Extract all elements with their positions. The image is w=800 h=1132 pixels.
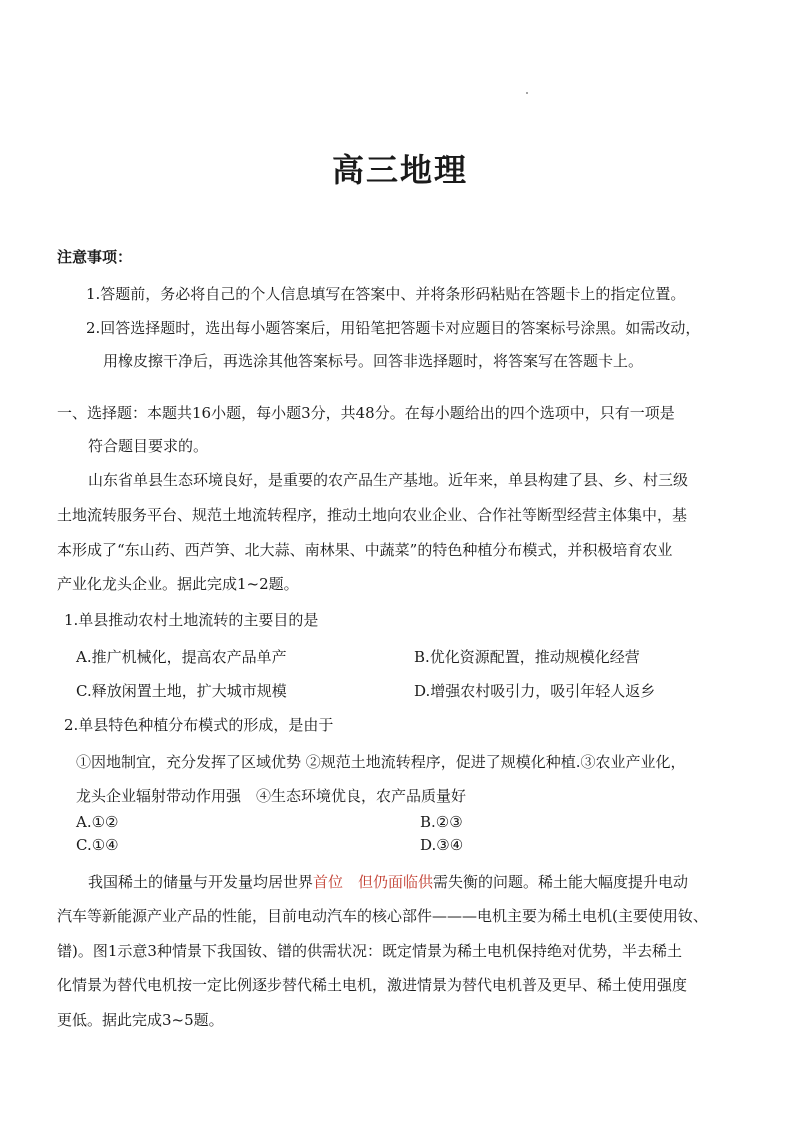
notice-item-1: 1.答题前，务必将自己的个人信息填写在答案中、并将条形码粘贴在答题卡上的指定位置。 bbox=[86, 285, 686, 303]
question-2-option-c: C.①④ bbox=[76, 836, 119, 854]
question-1-option-d: D.增强农村吸引力，吸引年轻人返乡 bbox=[414, 682, 656, 700]
passage1-line-1: 山东省单县生态环境良好，是重要的农产品生产基地。近年来，单县构建了县、乡、村三级 bbox=[88, 471, 689, 489]
question-1-option-a: A.推广机械化，提高农产品单产 bbox=[76, 648, 287, 666]
page-title: 高三地理 bbox=[331, 151, 468, 189]
passage2-line-3: 镨)。图1示意3种情景下我国钕、镨的供需状况：既定情景为稀土电机保持绝对优势，半去稀土 bbox=[57, 942, 682, 960]
scan-speck bbox=[526, 92, 528, 94]
question-2-option-b: B.②③ bbox=[420, 813, 463, 831]
question-2-statements-line-1: ①因地制宜，充分发挥了区域优势 ②规范土地流转程序，促进了规模化种植.③农业产业化， bbox=[76, 753, 686, 771]
question-2-option-d: D.③④ bbox=[420, 836, 464, 854]
passage1-line-3: 本形成了“东山药、西芦笋、北大蒜、南林果、中蔬菜”的特色种植分布模式，并积极培育农业 bbox=[57, 541, 673, 559]
passage1-line-2: 土地流转服务平台、规范土地流转程序，推动土地向农业企业、合作社等断型经营主体集中，基 bbox=[57, 506, 688, 524]
section1-instruction-line-2: 符合题目要求的。 bbox=[88, 437, 209, 455]
notice-item-2-line-2: 用橡皮擦干净后，再选涂其他答案标号。回答非选择题时，将答案写在答题卡上。 bbox=[103, 352, 644, 370]
section1-instruction-line-1: 一、选择题：本题共16小题，每小题3分，共48分。在每小题给出的四个选项中，只有一项是 bbox=[57, 404, 675, 422]
question-1-stem: 1.单县推动农村土地流转的主要目的是 bbox=[64, 611, 319, 629]
passage2-red-annotation: 首位 但仍面临供 bbox=[313, 873, 434, 891]
passage2-line-1 bbox=[88, 872, 688, 892]
question-2-statements-line-2: 龙头企业辐射带动作用强 ④生态环境优良，农产品质量好 bbox=[76, 787, 467, 805]
passage2-line-1-end: 需失衡的问题。稀土能大幅度提升电动 bbox=[433, 873, 689, 891]
passage2-line-4: 化情景为替代电机按一定比例逐步替代稀土电机，激进情景为替代电机普及更早、稀土使用强度 bbox=[57, 976, 688, 994]
question-2-option-a: A.①② bbox=[76, 813, 119, 831]
notice-item-2-line-1: 2.回答选择题时，选出每小题答案后，用铅笔把答题卡对应题目的答案标号涂黑。如需改动， bbox=[86, 319, 701, 337]
passage2-line-2: 汽车等新能源产业产品的性能，目前电动汽车的核心部件———电机主要为稀土电机(主要使用钕、 bbox=[57, 907, 708, 925]
notice-heading: 注意事项： bbox=[57, 248, 133, 266]
passage1-line-4: 产业化龙头企业。据此完成1~2题。 bbox=[57, 575, 299, 593]
question-1-option-b: B.优化资源配置，推动规模化经营 bbox=[414, 648, 640, 666]
question-2-stem: 2.单县特色种植分布模式的形成，是由于 bbox=[64, 716, 334, 734]
question-1-option-c: C.释放闲置土地，扩大城市规模 bbox=[76, 682, 287, 700]
passage2-line-5: 更低。据此完成3~5题。 bbox=[57, 1011, 224, 1029]
passage2-line-1-start: 我国稀土的储量与开发量均居世界 bbox=[88, 873, 314, 891]
